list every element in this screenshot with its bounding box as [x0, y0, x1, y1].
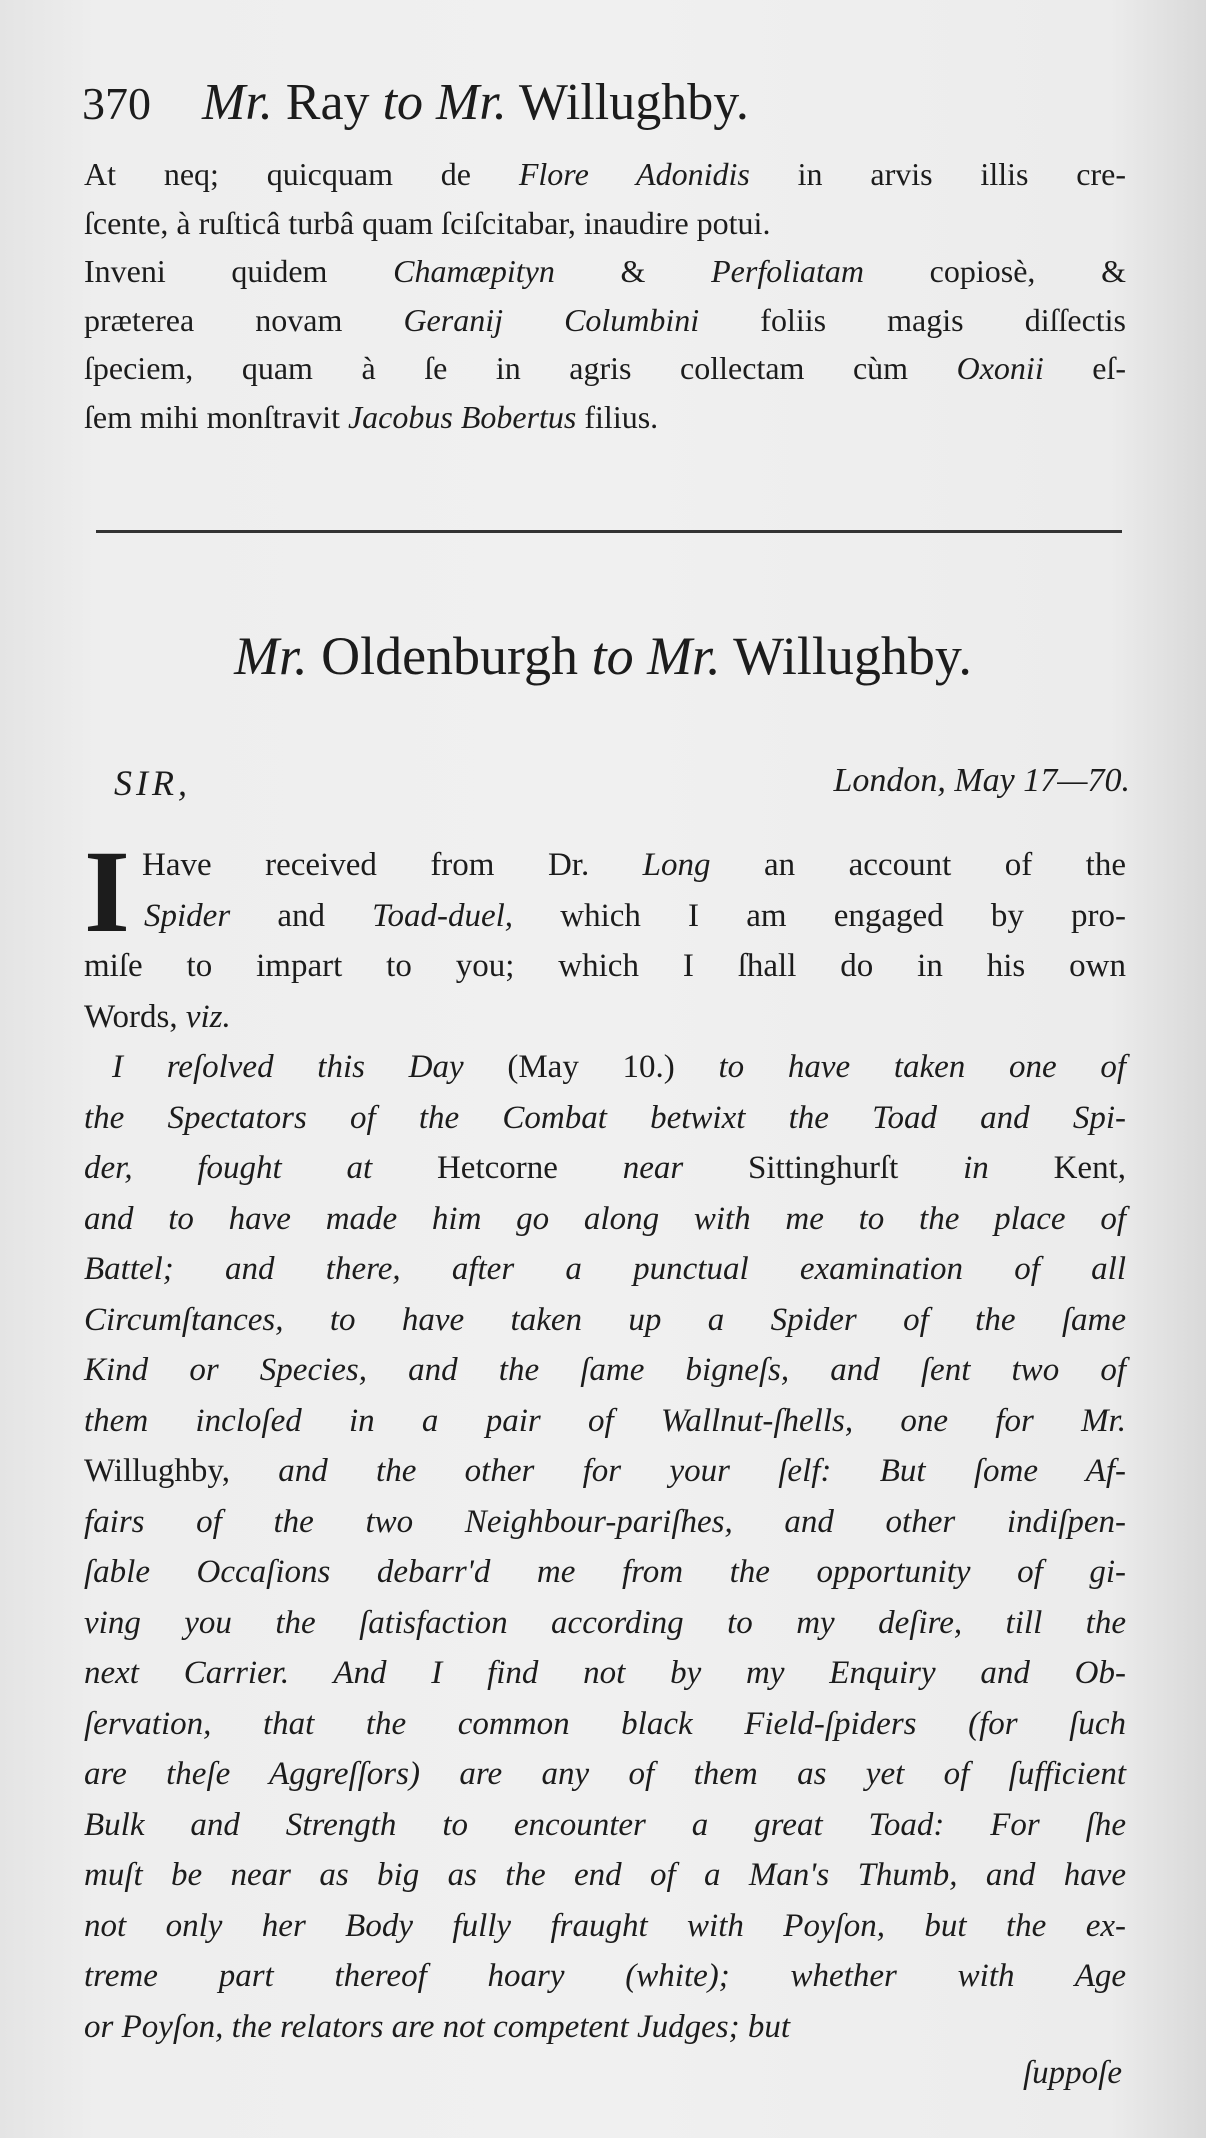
text-run: treme part thereof hoary (white); whether with Age [84, 1958, 1126, 1994]
text-line [84, 1598, 1126, 1649]
text-run: Oxonii [956, 350, 1044, 386]
text-run: near [557, 1150, 748, 1186]
text-run: to have taken one of [718, 1049, 1127, 1085]
text-line [84, 150, 1126, 199]
text-run: Jacobus Bobertus [347, 398, 577, 435]
text-run: Willughby, [84, 1453, 230, 1489]
text-run: Battel; and there, after a punctual examination of all [84, 1251, 1126, 1287]
text-run: foliis magis diſſectis [699, 301, 1127, 338]
text-run: muſt be near as big as the end of a Man's Thumb, and have [84, 1857, 1126, 1893]
text-run: in arvis illis cre- [749, 156, 1127, 192]
text-run: filius. [576, 398, 659, 435]
text-run: Chamæpityn [393, 253, 555, 289]
running-title-name: Willughby. [506, 74, 749, 131]
catchword: ſuppoſe [1023, 2055, 1122, 2091]
text-run: Perfoliatam [711, 253, 864, 289]
text-run: Have received from Dr. [142, 847, 643, 883]
text-line [84, 1648, 1126, 1699]
text-run: in [898, 1150, 1054, 1186]
text-line [84, 992, 1126, 1043]
salutation: SIR, [114, 763, 191, 803]
text-line [84, 891, 1126, 942]
text-line [84, 199, 1126, 248]
text-run: eſ- [1043, 350, 1126, 386]
text-run: Kent, [1053, 1150, 1126, 1186]
text-run: Hetcorne [436, 1150, 558, 1186]
text-line [84, 1093, 1126, 1144]
text-line [84, 1749, 1126, 1800]
text-run: Inveni quidem [84, 253, 394, 289]
running-title-ray: Ray [272, 74, 383, 131]
text-line [84, 1446, 1126, 1497]
text-line [84, 296, 1126, 345]
text-run: not only her Body fully fraught with Poyſon, but the ex- [84, 1907, 1126, 1944]
text-run: præterea novam [84, 301, 404, 338]
text-line [84, 247, 1126, 296]
text-line [84, 1244, 1126, 1295]
letter-heading-mr2: Mr. [633, 626, 721, 686]
text-line [84, 941, 1126, 992]
closing-paragraph-previous-letter [84, 150, 1126, 441]
text-line [84, 1699, 1126, 1750]
text-run: ſervation, that the common black Field-ſpiders (for ſuch [84, 1705, 1126, 1742]
running-title-to: to [382, 74, 424, 131]
running-header [82, 68, 1122, 138]
text-run: Circumſtances, to have taken up a Spider of the ſame [84, 1301, 1126, 1338]
text-run: Spider [144, 897, 231, 934]
text-run: the Spectators of the Combat betwixt the Toad and Spi- [84, 1099, 1126, 1136]
text-run: fairs of the two Neighbour-pariſhes, and other indiſpen- [84, 1503, 1126, 1540]
text-run: or Poyſon, the relators are not competent Judges; but [84, 2008, 791, 2045]
text-run: copiosè, & [864, 253, 1126, 289]
text-run: ſem mihi monſtravit [84, 398, 348, 435]
letter-heading-sender: Oldenburgh [307, 626, 592, 686]
text-line [84, 1345, 1126, 1396]
text-run: miſe to impart to you; which I ſhall do in his own [84, 948, 1126, 984]
drop-capital: I [84, 826, 130, 957]
letter-heading-to: to [591, 626, 634, 686]
text-run: an account of the [710, 847, 1126, 883]
text-line [84, 1800, 1126, 1851]
text-run: At neq; quicquam de [84, 156, 519, 192]
running-title-mr2: Mr. [423, 74, 507, 131]
text-line [84, 1042, 1126, 1093]
text-line [84, 344, 1126, 393]
text-run: ſcente, à ruſticâ turbâ quam ſciſcitabar, inaudire potui. [84, 204, 771, 241]
letter-heading [0, 620, 1206, 692]
text-line [84, 1143, 1126, 1194]
letter-heading-mr1: Mr. [234, 626, 308, 686]
text-run: (May 10.) [463, 1049, 719, 1085]
text-line [84, 2002, 1126, 2053]
text-run: next Carrier. And I find not by my Enquiry and Ob- [84, 1655, 1126, 1691]
page-number: 370 [82, 78, 151, 129]
text-run: Sittinghurſt [747, 1150, 899, 1186]
text-run: ſpeciem, quam à ſe in agris collectam cùm [84, 350, 957, 386]
text-line [84, 1850, 1126, 1901]
letter-heading-recipient: Willughby. [720, 626, 972, 686]
text-line [84, 1901, 1126, 1952]
text-run: Bulk and Strength to encounter a great Toad: For ſhe [84, 1806, 1126, 1843]
dateline: London, May 17—70. [833, 762, 1130, 799]
text-run: are theſe Aggreſſors) are any of them as yet of ſufficient [84, 1756, 1126, 1792]
text-run: them incloſed in a pair of Wallnut-ſhells, one for Mr. [84, 1402, 1126, 1439]
text-run: Geranij Columbini [403, 301, 700, 338]
text-line [84, 1295, 1126, 1346]
text-line [84, 1194, 1126, 1245]
text-run: & [554, 253, 712, 289]
text-line [84, 1547, 1126, 1598]
text-run: and to have made him go along with me to the place of [84, 1200, 1126, 1237]
text-run: Toad-duel, [372, 897, 514, 934]
text-run: Long [642, 847, 711, 883]
text-line [84, 1497, 1126, 1548]
letter-body [84, 826, 1127, 2052]
text-run: ſable Occaſions debarr'd me from the opportunity of gi- [84, 1554, 1126, 1590]
text-run: Words, [84, 998, 186, 1035]
text-run: and the other for your ſelf: But ſome Af- [229, 1453, 1126, 1489]
text-run: and [230, 897, 373, 934]
text-run: Flore Adonidis [518, 156, 750, 192]
running-title [202, 74, 749, 131]
text-run: which I am engaged by pro- [513, 897, 1126, 934]
text-line [84, 840, 1126, 891]
text-line [84, 393, 1126, 442]
text-line [84, 1396, 1126, 1447]
section-divider-rule [96, 530, 1122, 533]
text-run: I reſolved this Day [112, 1049, 464, 1085]
text-run: viz. [185, 998, 231, 1035]
running-title-mr1: Mr. [202, 74, 273, 131]
text-line [84, 1951, 1126, 2002]
text-run: ving you the ſatisfaction according to my deſire, till the [84, 1604, 1126, 1641]
text-run: der, fought at [84, 1150, 437, 1186]
text-run: Kind or Species, and the ſame bigneſs, and ſent two of [84, 1352, 1126, 1388]
